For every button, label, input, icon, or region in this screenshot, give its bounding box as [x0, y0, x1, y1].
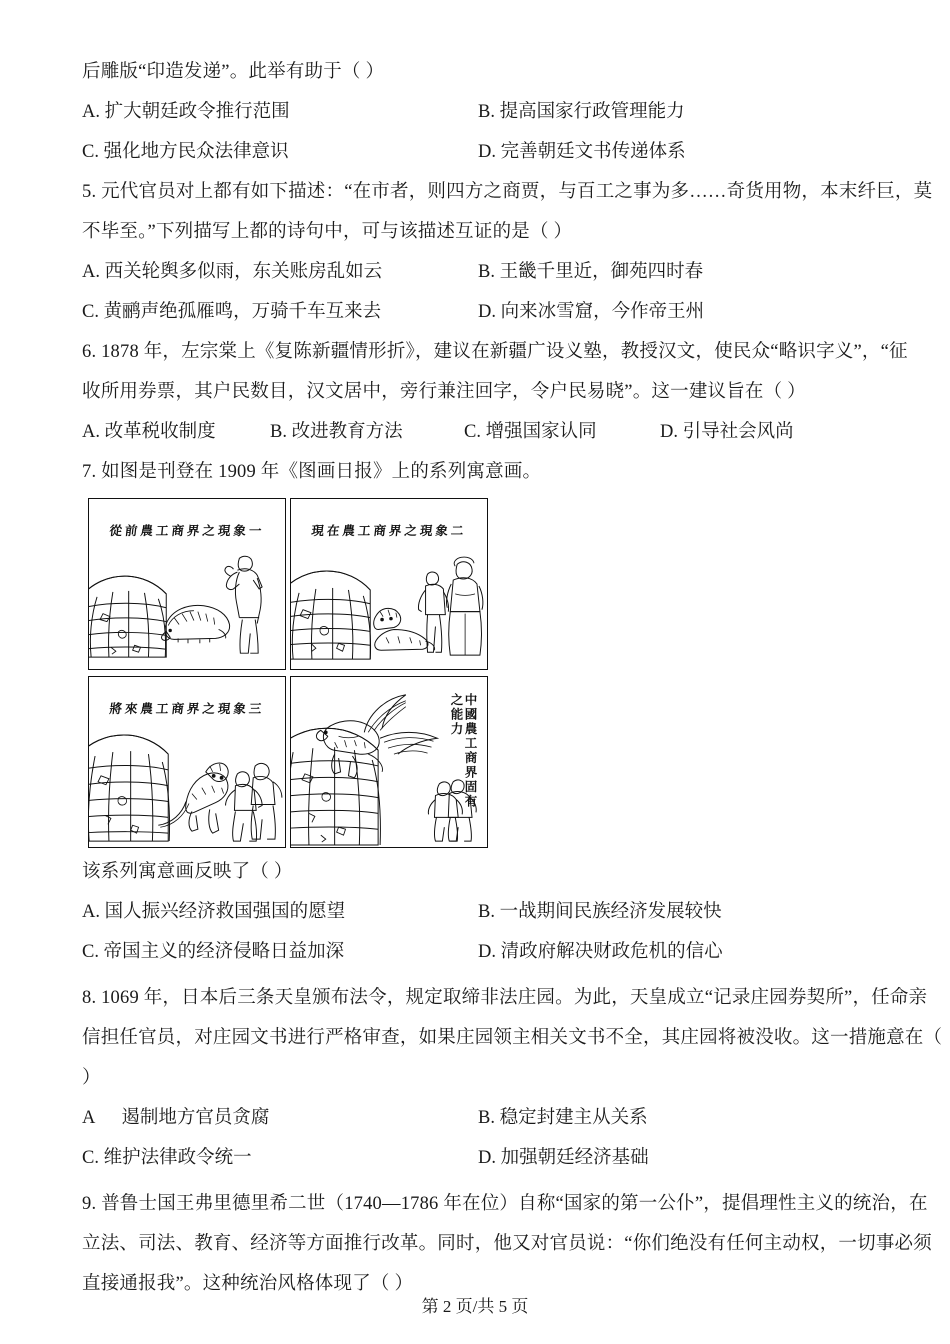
q8-option-a-label: A — [82, 1108, 96, 1128]
q8-options-row-ab — [82, 1098, 872, 1138]
q4-option-b[interactable]: B. 提高国家行政管理能力 — [478, 102, 685, 122]
q5-stem-line2: 不毕至。”下列描写上都的诗句中，可与该描述互证的是（ ） — [82, 222, 573, 242]
panel-3-artwork — [89, 677, 285, 847]
q7-option-a[interactable]: A. 国人振兴经济救国强国的愿望 — [82, 902, 346, 922]
q4-option-d[interactable]: D. 完善朝廷文书传递体系 — [478, 142, 686, 162]
q4-option-c[interactable]: C. 强化地方民众法律意识 — [82, 142, 289, 162]
q8-option-a[interactable] — [82, 1098, 269, 1138]
q6-stem-line2: 收所用券票，其户民数目，汉文居中，旁行兼注回字，令户民易晓”。这一建议旨在（ ） — [82, 382, 806, 402]
q7-figure — [82, 498, 872, 848]
comic-panel-4 — [290, 676, 488, 848]
comic-panel-3 — [88, 676, 286, 848]
q5-option-c[interactable]: C. 黄鹂声绝孤雁鸣，万骑千车互来去 — [82, 302, 382, 322]
q7-stem-line2: 该系列寓意画反映了（ ） — [82, 862, 293, 882]
q6-option-c[interactable]: C. 增强国家认同 — [464, 422, 597, 442]
q5-options-row-ab — [82, 252, 872, 292]
q7-option-d[interactable]: D. 清政府解决财政危机的信心 — [478, 942, 723, 962]
q6-options-row — [82, 412, 872, 452]
q5-option-a[interactable]: A. 西关轮舆多似雨，东关账房乱如云 — [82, 262, 383, 282]
q7-option-c[interactable]: C. 帝国主义的经济侵略日益加深 — [82, 942, 345, 962]
q4-stem-tail: 后雕版“印造发递”。此举有助于（ ） — [82, 62, 385, 82]
comic-panel-1 — [88, 498, 286, 670]
panel-4-artwork — [291, 677, 487, 847]
q6-option-d[interactable]: D. 引导社会风尚 — [660, 422, 794, 442]
q8-options-row-cd — [82, 1138, 872, 1178]
q8-stem-line2: 信担任官员，对庄园文书进行严格审查，如果庄园领主相关文书不全，其庄园将被没收。这一措施意在（ — [82, 1028, 943, 1048]
q4-options-row-ac — [82, 92, 872, 132]
q8-stem-line3: ） — [82, 1068, 101, 1088]
q9-stem-line3: 直接通报我”。这种统治风格体现了（ ） — [82, 1274, 414, 1294]
q4-options-row-bd — [82, 132, 872, 172]
panel-2-artwork — [291, 499, 487, 669]
panel-1-artwork — [89, 499, 285, 669]
q9-stem-line1: 9. 普鲁士国王弗里德里希二世（1740—1786 年在位）自称“国家的第一公仆”，提倡理性主义的统治，在 — [82, 1194, 928, 1214]
comic-panel-2 — [290, 498, 488, 670]
q8-option-c[interactable]: C. 维护法律政令统一 — [82, 1148, 252, 1168]
q8-option-b[interactable]: B. 稳定封建主从关系 — [478, 1108, 648, 1128]
q7-option-b[interactable]: B. 一战期间民族经济发展较快 — [478, 902, 722, 922]
q5-options-row-cd — [82, 292, 872, 332]
q5-option-d[interactable]: D. 向来冰雪窟，今作帝王州 — [478, 302, 705, 322]
comic-panel-3-caption: 將來農工商界之現象三 — [108, 702, 266, 716]
q6-stem-line1: 6. 1878 年，左宗棠上《复陈新疆情形折》，建议在新疆广设义塾，教授汉文，使民众“略识字义”，“征 — [82, 342, 908, 362]
q4-option-a[interactable]: A. 扩大朝廷政令推行范围 — [82, 102, 290, 122]
q8-option-a-text: 遏制地方官员贪腐 — [121, 1108, 270, 1128]
q7-options-row-cd — [82, 932, 872, 972]
q9-stem-line2: 立法、司法、教育、经济等方面推行改革。同时，他又对官员说：“你们绝没有任何主动权，一切事必须 — [82, 1234, 932, 1254]
q6-option-b[interactable]: B. 改进教育方法 — [270, 422, 403, 442]
q6-option-a[interactable]: A. 改革税收制度 — [82, 422, 216, 442]
comic-panel-4-caption: 中國農工商界固有之能力 — [449, 693, 477, 809]
q5-stem-line1: 5. 元代官员对上都有如下描述：“在市者，则四方之商贾，与百工之事为多……奇货用物，本末纤巨，莫 — [82, 182, 933, 202]
q8-stem-line1: 8. 1069 年，日本后三条天皇颁布法令，规定取缔非法庄园。为此，天皇成立“记录庄园券契所”，任命亲 — [82, 988, 928, 1008]
q7-stem-line1: 7. 如图是刊登在 1909 年《图画日报》上的系列寓意画。 — [82, 462, 542, 482]
q5-option-b[interactable]: B. 王畿千里近，御苑四时春 — [478, 262, 704, 282]
page-footer: 第 2 页/共 5 页 — [421, 1297, 529, 1316]
q8-option-d[interactable]: D. 加强朝廷经济基础 — [478, 1148, 649, 1168]
allegorical-comic-grid — [88, 498, 488, 848]
q7-options-row-ab — [82, 892, 872, 932]
comic-panel-2-caption: 現在農工商界之現象二 — [310, 524, 468, 538]
comic-panel-1-caption: 從前農工商界之現象一 — [108, 524, 266, 538]
